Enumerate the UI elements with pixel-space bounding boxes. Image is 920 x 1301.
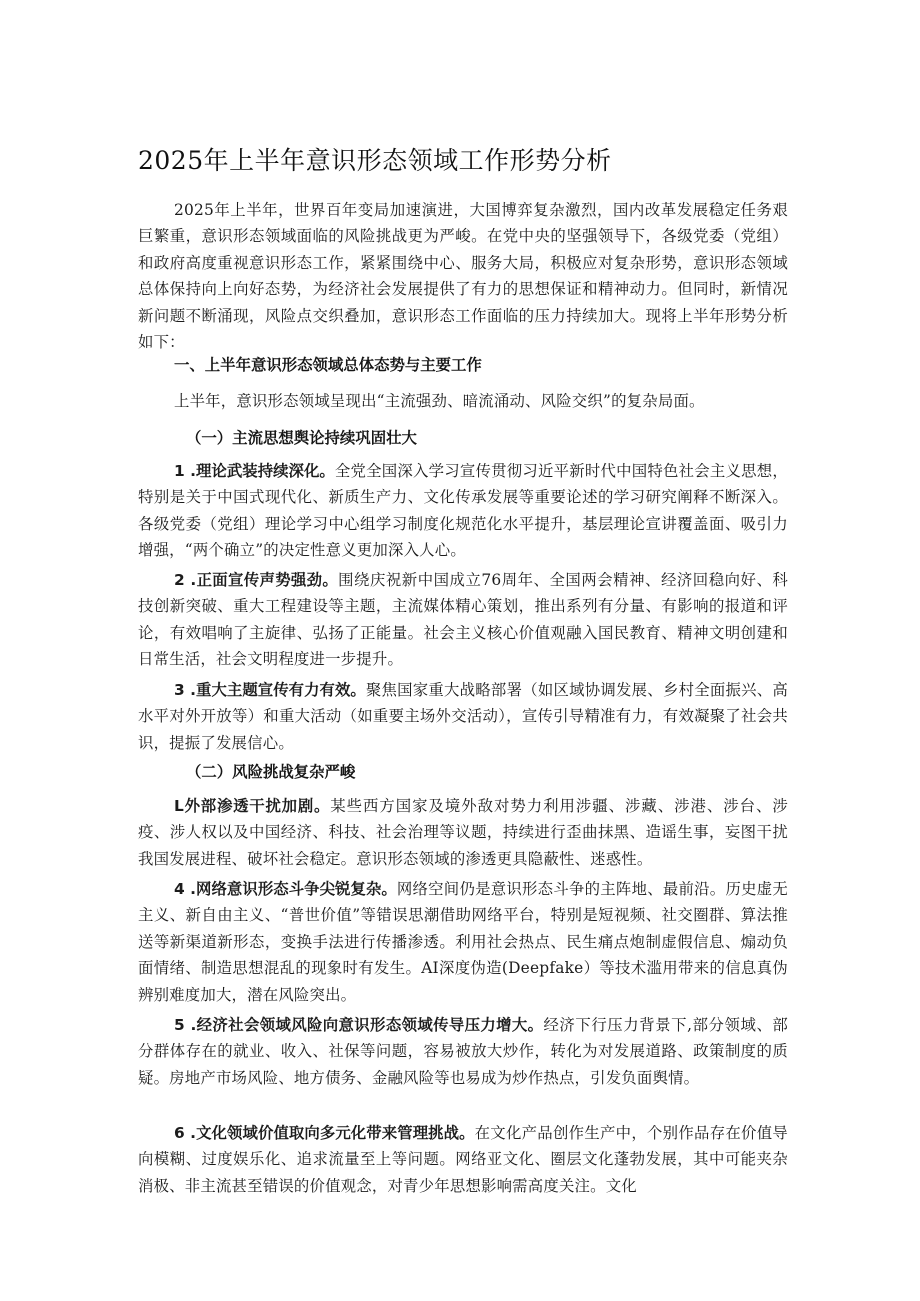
paragraph-lead: 5 .经济社会领域风险向意识形态领域传导压力增大。 (174, 1016, 544, 1034)
paragraph-text: 某些西方国家及境外敌对势力利用涉疆、涉藏、涉港、涉台、涉疫、涉人权以及中国经济、科技、社会治理等议题，持续进行歪曲抹黑、造谣生事，妄图干扰我国发展进程、破坏社会稳定。意识形态领域的渗透更具隐蔽性、迷惑性。 (138, 797, 788, 868)
paragraph-lead: 2 .正面宣传声势强劲。 (174, 571, 339, 589)
paragraph-lead: L外部渗透干扰加剧。 (174, 797, 331, 815)
paragraph-cultural-diversity (138, 1120, 788, 1199)
paragraph-theory (138, 458, 788, 564)
paragraph-cyber-struggle (138, 876, 788, 1008)
paragraph-lead: 6 .文化领域价值取向多元化带来管理挑战。 (174, 1124, 475, 1142)
paragraph-lead: 4 .网络意识形态斗争尖锐复杂。 (174, 880, 397, 898)
intro-paragraph: 2025年上半年，世界百年变局加速演进，大国博弈复杂激烈，国内改革发展稳定任务艰巨繁重，意识形态领域面临的风险挑战更为严峻。在党中央的坚强领导下，各级党委（党组）和政府高度重视意识形态工作，紧紧围绕中心、服务大局，积极应对复杂形势，意识形态领域总体保持向上向好态势，为经济社会发展提供了有力的思想保证和精神动力。但同时，新情况新问题不断涌现，风险点交织叠加，意识形态工作面临的压力持续加大。现将上半年形势分析如下： (138, 201, 788, 352)
paragraph-text: 围绕庆祝新中国成立76周年、全国两会精神、经济回稳向好、科技创新突破、重大工程建设等主题，主流媒体精心策划，推出系列有分量、有影响的报道和评论，有效唱响了主旋律、弘扬了正能量。社会主义核心价值观融入国民教育、精神文明创建和日常生活，社会文明程度进一步提升。 (138, 571, 788, 669)
paragraph-text: 网络空间仍是意识形态斗争的主阵地、最前沿。历史虚无主义、新自由主义、“普世价值”等错误思潮借助网络平台，特别是短视频、社交圈群、算法推送等新渠道新形态，变换手法进行传播渗透。利用社会热点、民生痛点炮制虚假信息、煽动负面情绪、制造思想混乱的现象时有发生。AI深度伪造(Deepfake）等技术滥用带来的信息真伪辨别难度加大，潜在风险突出。 (138, 880, 788, 1004)
section-1-summary: 上半年，意识形态领域呈现出“主流强劲、暗流涌动、风险交织”的复杂局面。 (174, 392, 705, 410)
paragraph-text: 经济下行压力背景下,部分领域、部分群体存在的就业、收入、社保等问题，容易被放大炒作，转化为对发展道路、政策制度的质疑。房地产市场风险、地方债务、金融风险等也易成为炒作热点，引发负面舆情。 (138, 1016, 788, 1087)
paragraph-text: 全党全国深入学习宣传贯彻习近平新时代中国特色社会主义思想，特别是关于中国式现代化、新质生产力、文化传承发展等重要论述的学习研究阐释不断深入。各级党委（党组）理论学习中心组学习制度化规范化水平提升，基层理论宣讲覆盖面、吸引力增强，“两个确立”的决定性意义更加深入人心。 (138, 462, 788, 560)
section-1-heading: 一、上半年意识形态领域总体态势与主要工作 (174, 356, 482, 374)
paragraph-economic-risk (138, 1012, 788, 1091)
paragraph-lead: 3 .重大主题宣传有力有效。 (174, 681, 366, 699)
subsection-1-heading: （一）主流思想舆论持续巩固壮大 (186, 429, 417, 447)
paragraph-lead: 1 .理论武装持续深化。 (174, 462, 335, 480)
paragraph-publicity (138, 567, 788, 673)
paragraph-external-infiltration (138, 793, 788, 872)
document-title: 2025年上半年意识形态领域工作形势分析 (138, 146, 612, 175)
paragraph-text: 聚焦国家重大战略部署（如区域协调发展、乡村全面振兴、高水平对外开放等）和重大活动（如重要主场外交活动），宣传引导精准有力，有效凝聚了社会共识，提振了发展信心。 (138, 681, 788, 752)
paragraph-text: 在文化产品创作生产中，个别作品存在价值导向模糊、过度娱乐化、追求流量至上等问题。网络亚文化、圈层文化蓬勃发展，其中可能夹杂消极、非主流甚至错误的价值观念，对青少年思想影响需高度关注。文化 (138, 1124, 788, 1195)
subsection-2-heading: （二）风险挑战复杂严峻 (186, 763, 356, 781)
paragraph-major-themes (138, 677, 788, 756)
